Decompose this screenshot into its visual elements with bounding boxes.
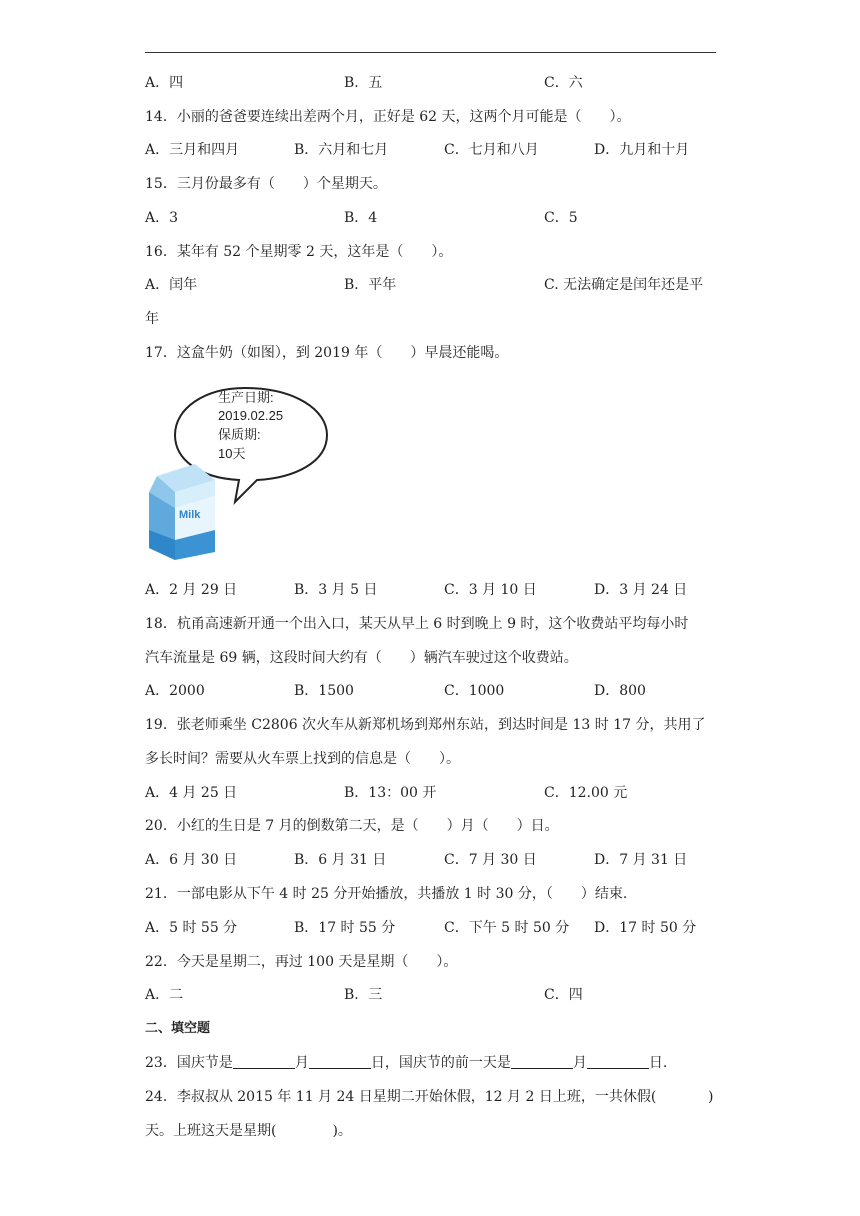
q22-option-b[interactable]: B．三: [344, 987, 383, 1003]
milk-carton-icon: [149, 464, 215, 560]
q20-option-c[interactable]: C．7 月 30 日: [444, 852, 537, 868]
q16-stem: 16．某年有 52 个星期零 2 天，这年是（ ）。: [145, 244, 453, 260]
header-rule: [145, 52, 716, 53]
bubble-line-3: 保质期:: [218, 427, 261, 442]
q24-line1-text: 24．李叔叔从 2015 年 11 月 24 日星期二开始休假，12 月 2 日上班，一共休假(: [145, 1089, 657, 1105]
q23-part-5: 日.: [648, 1055, 668, 1071]
q18-option-b[interactable]: B．1500: [294, 683, 354, 699]
q15-option-c[interactable]: C．5: [544, 210, 578, 226]
q21-stem: 21．一部电影从下午 4 时 25 分开始播放，共播放 1 时 30 分，（ ）结束.: [145, 886, 628, 902]
q16-option-a[interactable]: A．闰年: [145, 277, 198, 293]
milk-figure: [145, 380, 345, 565]
q13-option-a[interactable]: A．四: [145, 75, 184, 91]
bubble-line-1: 生产日期:: [218, 390, 274, 405]
q17-option-b[interactable]: B．3 月 5 日: [294, 582, 378, 598]
q16-option-c-wrap: 年: [145, 311, 159, 327]
q24-stem-line1: [145, 1087, 656, 1107]
q19-stem-line1: 19．张老师乘坐 C2806 次火车从新郑机场到郑州东站，到达时间是 13 时 17 分，共用了: [145, 717, 706, 733]
q17-option-a[interactable]: A．2 月 29 日: [145, 582, 238, 598]
q23-blank-prev-month[interactable]: [511, 1054, 573, 1069]
q18-stem-line1: 18．杭甬高速新开通一个出入口，某天从早上 6 时到晚上 9 时，这个收费站平均每小时: [145, 616, 689, 632]
q22-stem: 22．今天是星期二，再过 100 天是星期（ ）。: [145, 954, 458, 970]
q20-option-a[interactable]: A．6 月 30 日: [145, 852, 238, 868]
q23-part-3: 日，国庆节的前一天是: [370, 1055, 511, 1071]
q17-option-d[interactable]: D．3 月 24 日: [594, 582, 688, 598]
q14-option-a[interactable]: A．三月和四月: [145, 142, 240, 158]
q14-option-c[interactable]: C．七月和八月: [444, 142, 539, 158]
q23-part-2: 月: [294, 1055, 309, 1071]
q18-option-c[interactable]: C．1000: [444, 683, 505, 699]
q18-stem-line2: 汽车流量是 69 辆，这段时间大约有（ ）辆汽车驶过这个收费站。: [145, 650, 578, 666]
q18-option-d[interactable]: D．800: [594, 683, 646, 699]
bubble-line-2: 2019.02.25: [218, 408, 284, 423]
q14-option-b[interactable]: B．六月和七月: [294, 142, 389, 158]
q23-stem: [145, 1053, 667, 1073]
q20-option-b[interactable]: B．6 月 31 日: [294, 852, 387, 868]
q21-option-b[interactable]: B．17 时 55 分: [294, 920, 396, 936]
q22-option-c[interactable]: C．四: [544, 987, 583, 1003]
q20-option-d[interactable]: D．7 月 31 日: [594, 852, 688, 868]
q14-option-d[interactable]: D．九月和十月: [594, 142, 690, 158]
q19-option-b[interactable]: B．13：00 开: [344, 785, 437, 801]
q21-option-c[interactable]: C．下午 5 时 50 分: [444, 920, 570, 936]
q17-option-c[interactable]: C．3 月 10 日: [444, 582, 537, 598]
q21-option-d[interactable]: D．17 时 50 分: [594, 920, 697, 936]
q23-part-4: 月: [572, 1055, 587, 1071]
q23-blank-prev-day[interactable]: [587, 1054, 649, 1069]
q19-option-a[interactable]: A．4 月 25 日: [145, 785, 238, 801]
q15-stem: 15．三月份最多有（ ）个星期天。: [145, 176, 387, 192]
q15-option-b[interactable]: B．4: [344, 210, 378, 226]
q13-option-c[interactable]: C．六: [544, 75, 583, 91]
q18-option-a[interactable]: A．2000: [145, 683, 205, 699]
q23-blank-month[interactable]: [233, 1054, 295, 1069]
milk-illustration: [145, 380, 345, 565]
q14-stem: 14．小丽的爸爸要连续出差两个月，正好是 62 天，这两个月可能是（ ）。: [145, 109, 631, 125]
q24-blank-close: ): [708, 1089, 714, 1105]
q19-stem-line2: 多长时间？需要从火车票上找到的信息是（ ）。: [145, 751, 460, 767]
q16-option-b[interactable]: B．平年: [344, 277, 397, 293]
q19-option-c[interactable]: C．12.00 元: [544, 785, 628, 801]
q13-option-b[interactable]: B．五: [344, 75, 383, 91]
q23-blank-day[interactable]: [309, 1054, 371, 1069]
bubble-line-4: 10天: [218, 446, 246, 461]
q15-option-a[interactable]: A．3: [145, 210, 179, 226]
q20-stem: 20．小红的生日是 7 月的倒数第二天，是（ ）月（ ）日。: [145, 818, 559, 834]
q16-option-c[interactable]: C. 无法确定是闰年还是平: [544, 277, 704, 293]
q21-option-a[interactable]: A．5 时 55 分: [145, 920, 238, 936]
q24-stem-line2: 天。上班这天是星期( )。: [145, 1123, 352, 1139]
q17-stem: 17．这盒牛奶（如图），到 2019 年（ ）早晨还能喝。: [145, 345, 509, 361]
q23-part-1: 23．国庆节是: [145, 1055, 233, 1071]
q22-option-a[interactable]: A．二: [145, 987, 184, 1003]
carton-label: Milk: [179, 509, 201, 521]
section-heading: 二、填空题: [145, 1021, 211, 1036]
